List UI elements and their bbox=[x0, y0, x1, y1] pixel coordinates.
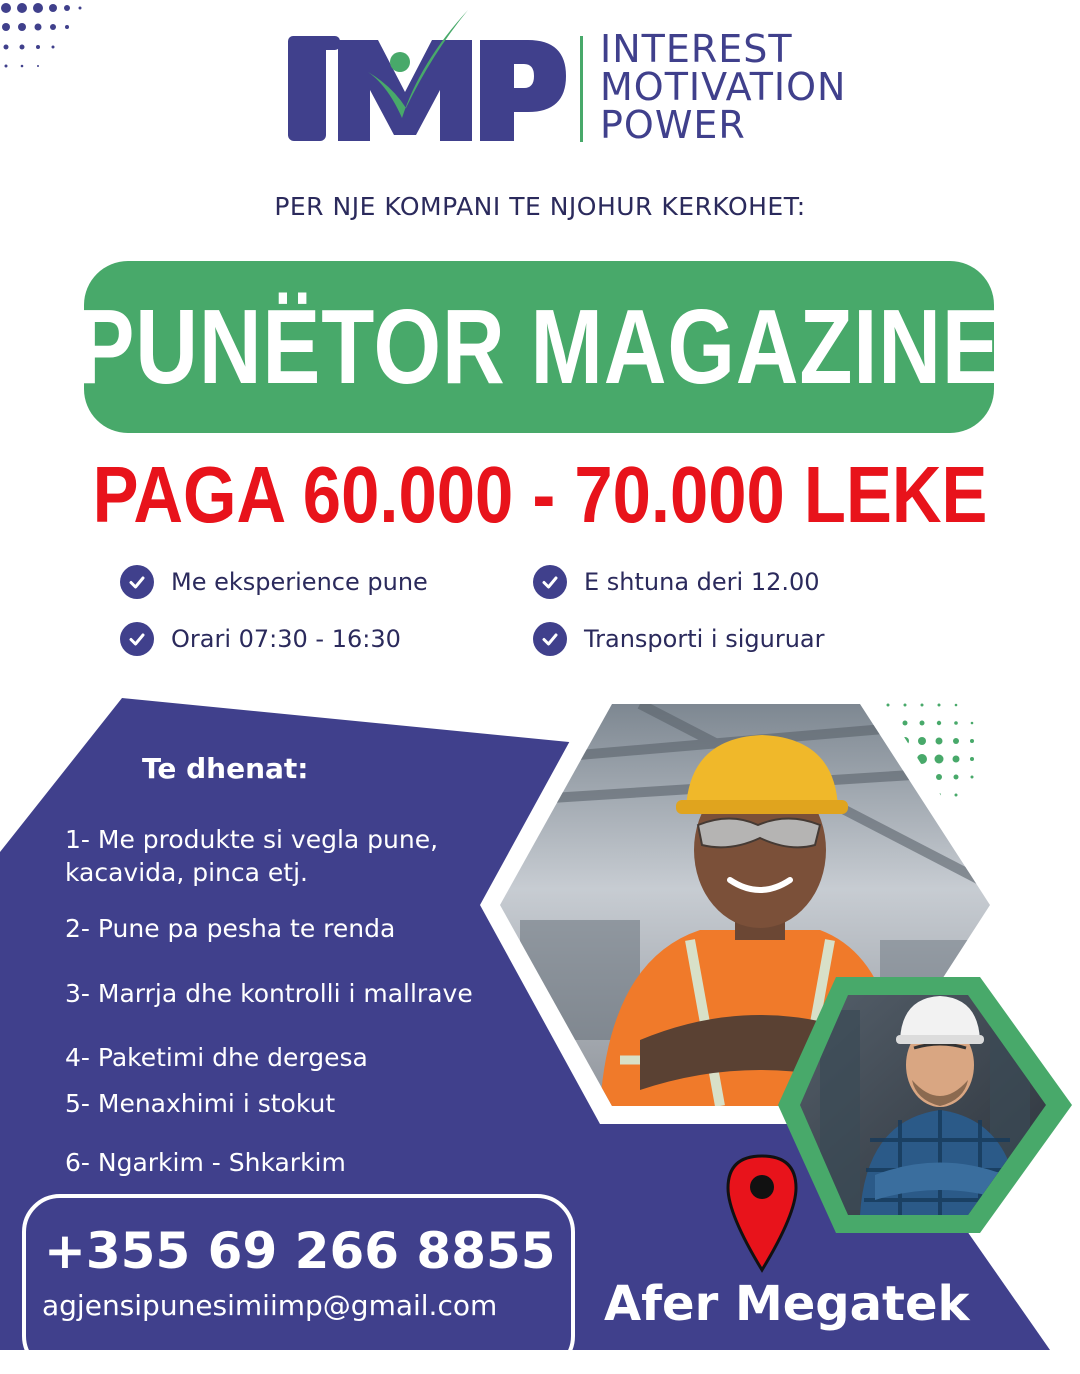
logo-word-interest: INTEREST bbox=[600, 27, 793, 71]
detail-item-3: 3- Marrja dhe kontrolli i mallrave bbox=[65, 979, 473, 1008]
detail-item-1 bbox=[65, 823, 438, 889]
check-circle-icon bbox=[120, 565, 154, 599]
feature-label: Transporti i siguruar bbox=[584, 625, 825, 653]
job-title: PUNËTOR MAGAZINE bbox=[76, 288, 1002, 406]
contact-box bbox=[22, 1194, 575, 1374]
detail-item-5: 5- Menaxhimi i stokut bbox=[65, 1089, 336, 1118]
detail-line: 1- Me produkte si vegla pune, bbox=[65, 825, 439, 854]
logo-wordmark bbox=[600, 27, 900, 147]
subheading: PER NJE KOMPANI TE NJOHUR KERKOHET: bbox=[274, 192, 806, 221]
job-title-banner bbox=[76, 261, 1002, 433]
check-circle-icon bbox=[533, 622, 567, 656]
feature-label: Me eksperience pune bbox=[171, 568, 428, 596]
detail-line: kacavida, pinca etj. bbox=[65, 858, 308, 887]
location-label: Afer Megatek bbox=[604, 1276, 970, 1332]
feature-schedule bbox=[120, 619, 401, 659]
feature-label: Orari 07:30 - 16:30 bbox=[171, 625, 401, 653]
feature-saturday bbox=[533, 562, 820, 602]
check-circle-icon bbox=[120, 622, 154, 656]
detail-item-4: 4- Paketimi dhe dergesa bbox=[65, 1043, 368, 1072]
email-address[interactable]: agjensipunesimiimp@gmail.com bbox=[42, 1289, 498, 1322]
detail-item-2: 2- Pune pa pesha te renda bbox=[65, 914, 396, 943]
feature-transport bbox=[533, 619, 824, 659]
salary-range: PAGA 60.000 - 70.000 LEKE bbox=[92, 450, 988, 539]
feature-experience bbox=[120, 562, 428, 602]
check-circle-icon bbox=[533, 565, 567, 599]
detail-item-6: 6- Ngarkim - Shkarkim bbox=[65, 1148, 346, 1177]
phone-number[interactable]: +355 69 266 8855 bbox=[44, 1222, 556, 1280]
feature-label: E shtuna deri 12.00 bbox=[584, 568, 820, 596]
imp-logo bbox=[0, 0, 1080, 160]
logo-word-power: POWER bbox=[600, 103, 746, 147]
logo-word-motivation: MOTIVATION bbox=[600, 65, 847, 109]
details-title: Te dhenat: bbox=[142, 752, 309, 785]
